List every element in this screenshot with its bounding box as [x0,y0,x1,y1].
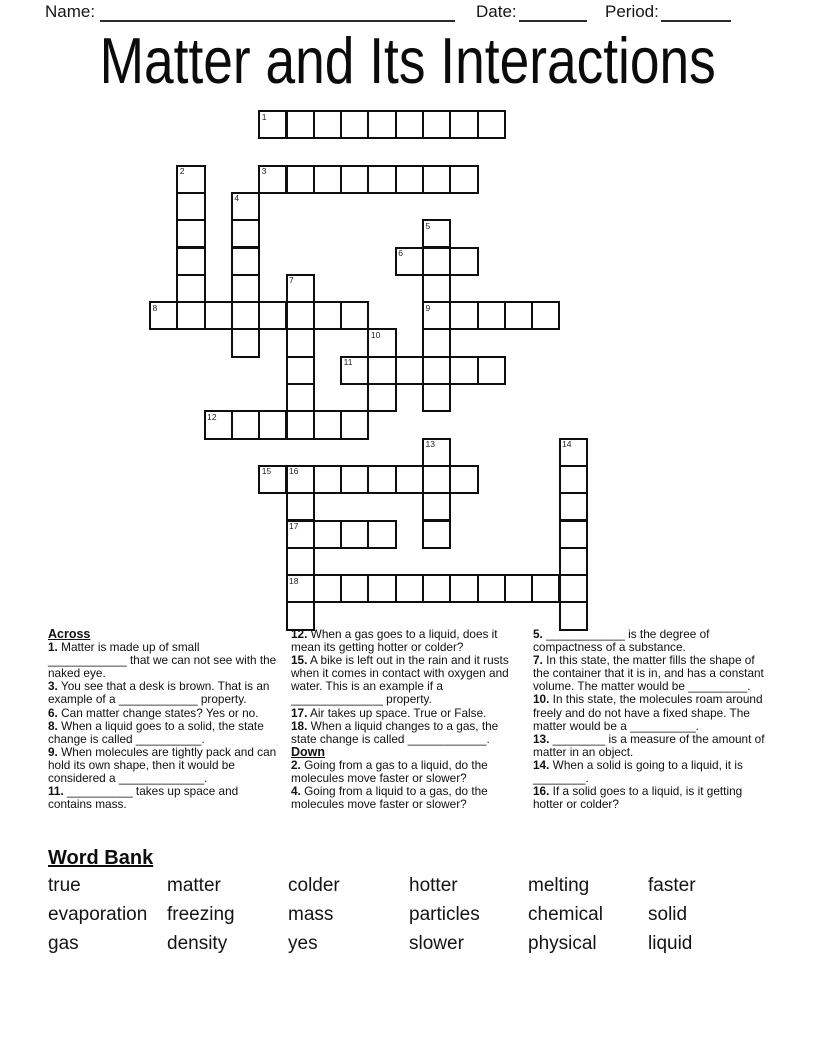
cell-number-2: 2 [179,166,185,177]
word-bank-item-hotter: hotter [409,875,458,896]
grid-cell-r3c3 [231,192,260,221]
name-blank-line [100,3,455,22]
clue-number: 6. [48,705,58,720]
grid-cell-r12c10 [422,438,451,467]
grid-cell-r17c11 [449,574,478,603]
date-label: Date: [476,2,517,21]
grid-cell-r15c5 [286,520,315,549]
grid-cell-r17c15 [559,574,588,603]
grid-cell-r9c12 [477,356,506,385]
word-bank-item-physical: physical [528,933,597,954]
grid-cell-r7c5 [286,301,315,330]
grid-cell-r6c5 [286,274,315,303]
clue-number: 11. [48,784,64,799]
grid-cell-r14c15 [559,492,588,521]
grid-cell-r9c8 [367,356,396,385]
period-label: Period: [605,2,659,21]
grid-cell-r17c10 [422,574,451,603]
clue-5: 5. ____________ is the degree of compactness of a substance. [533,627,710,655]
grid-cell-r15c8 [367,520,396,549]
word-bank-item-matter: matter [167,875,221,896]
grid-cell-r3c1 [176,192,205,221]
clue-number: 18. [291,718,308,733]
grid-cell-r7c3 [231,301,260,330]
clue-number: 12. [291,627,308,641]
clue-number: 1. [48,640,58,655]
grid-cell-r11c7 [340,410,369,439]
word-bank-item-chemical: chemical [528,904,603,925]
clue-number: 7. [533,653,543,668]
word-bank-item-true: true [48,875,81,896]
word-bank-item-evaporation: evaporation [48,904,148,925]
grid-cell-r15c10 [422,520,451,549]
clue-7: 7. In this state, the matter fills the shape of the container that it is in, and has a constant volume. The matter would be _________. [533,653,764,694]
period-blank-line [661,3,731,22]
grid-cell-r15c6 [313,520,342,549]
grid-cell-r13c8 [367,465,396,494]
grid-cell-r0c12 [477,110,506,139]
cell-number-13: 13 [425,439,435,450]
clue-number: 13. [533,731,550,746]
cell-number-1: 1 [261,111,267,122]
page-title [0,24,816,97]
grid-cell-r5c1 [176,247,205,276]
grid-cell-r7c13 [504,301,533,330]
clue-10: 10. In this state, the molecules roam around freely and do not have a fixed shape. The matter would be a __________. [533,692,763,733]
word-bank-item-melting: melting [528,875,590,896]
cell-number-8: 8 [152,302,158,313]
grid-cell-r8c10 [422,328,451,357]
grid-cell-r7c1 [176,301,205,330]
grid-cell-r11c6 [313,410,342,439]
grid-cell-r7c7 [340,301,369,330]
clue-6: 6. Can matter change states? Yes or no. [48,705,259,720]
clue-1: 1. Matter is made up of small ____________ that we can not see with the naked eye. [48,640,277,681]
grid-cell-r11c5 [286,410,315,439]
clue-12: 12. When a gas goes to a liquid, does it mean its getting hotter or colder? [291,627,498,655]
grid-cell-r7c2 [204,301,233,330]
clue-column-2 [291,628,518,811]
grid-cell-r9c10 [422,356,451,385]
grid-cell-r13c10 [422,465,451,494]
grid-cell-r7c10 [422,301,451,330]
grid-cell-r5c10 [422,247,451,276]
grid-cell-r4c3 [231,219,260,248]
cell-number-5: 5 [425,220,431,231]
clue-number: 14. [533,757,550,772]
cell-number-15: 15 [261,466,272,477]
cell-number-7: 7 [289,275,294,286]
grid-cell-r0c11 [449,110,478,139]
grid-cell-r12c15 [559,438,588,467]
cell-number-14: 14 [562,439,572,450]
grid-cell-r0c10 [422,110,451,139]
grid-cell-r2c1 [176,165,205,194]
grid-cell-r16c15 [559,547,588,576]
grid-cell-r2c5 [286,165,315,194]
grid-cell-r14c5 [286,492,315,521]
grid-cell-r14c10 [422,492,451,521]
clue-14: 14. When a solid is going to a liquid, it is ________. [533,757,743,786]
word-bank-heading: Word Bank [48,847,154,869]
grid-cell-r7c6 [313,301,342,330]
clue-number: 10. [533,692,550,707]
grid-cell-r17c12 [477,574,506,603]
grid-cell-r17c6 [313,574,342,603]
grid-cell-r2c11 [449,165,478,194]
grid-cell-r2c7 [340,165,369,194]
grid-cell-r17c13 [504,574,533,603]
grid-cell-r10c5 [286,383,315,412]
grid-cell-r13c15 [559,465,588,494]
grid-cell-r2c4 [258,165,287,194]
clue-number: 3. [48,679,58,694]
clue-3: 3. You see that a desk is brown. That is an example of a ____________ property. [48,679,270,707]
grid-cell-r9c7 [340,356,369,385]
name-label: Name: [45,2,96,21]
grid-cell-r13c5 [286,465,315,494]
grid-cell-r10c10 [422,383,451,412]
grid-cell-r8c5 [286,328,315,357]
cell-number-10: 10 [370,329,381,340]
grid-cell-r2c9 [395,165,424,194]
cell-number-6: 6 [398,248,403,258]
clue-number: 9. [48,744,58,759]
grid-cell-r7c11 [449,301,478,330]
grid-cell-r5c11 [449,247,478,276]
cell-number-18: 18 [289,575,299,586]
grid-cell-r8c3 [231,328,260,357]
grid-cell-r0c6 [313,110,342,139]
word-bank-item-density: density [167,933,228,954]
grid-cell-r7c14 [531,301,560,330]
clue-column-1 [48,628,278,811]
clue-number: 5. [533,627,543,641]
grid-cell-r7c12 [477,301,506,330]
grid-cell-r17c9 [395,574,424,603]
clue-number: 4. [291,784,301,799]
clue-15: 15. A bike is left out in the rain and it rusts when it comes in contact with oxygen and water. This is an example if a ______________ property. [291,653,509,707]
grid-cell-r13c9 [395,465,424,494]
word-bank-item-slower: slower [409,933,464,954]
clue-11: 11. __________ takes up space and contains mass. [48,784,239,812]
cell-number-4: 4 [234,193,240,204]
clue-column-3 [533,628,765,811]
date-blank-line [519,3,587,22]
cell-number-16: 16 [289,466,299,477]
grid-cell-r15c7 [340,520,369,549]
cell-number-12: 12 [207,411,217,422]
word-bank-item-gas: gas [48,933,79,954]
grid-cell-r13c6 [313,465,342,494]
clues-heading-down: Down [291,744,326,759]
grid-cell-r13c4 [258,465,287,494]
grid-cell-r5c9 [395,247,424,276]
clue-number: 15. [291,653,308,668]
word-bank-item-solid: solid [648,904,688,925]
grid-cell-r0c5 [286,110,315,139]
clue-number: 8. [48,718,58,733]
clue-8: 8. When a liquid goes to a solid, the state change is called __________. [48,718,264,746]
grid-cell-r0c7 [340,110,369,139]
grid-cell-r8c8 [367,328,396,357]
grid-cell-r9c9 [395,356,424,385]
grid-cell-r6c1 [176,274,205,303]
page-title-text: Matter and Its Interactions [99,24,717,97]
word-bank-item-freezing: freezing [167,904,235,925]
clue-18: 18. When a liquid changes to a gas, the state change is called ____________. [291,718,499,746]
grid-cell-r9c5 [286,356,315,385]
word-bank-item-liquid: liquid [648,933,693,954]
grid-cell-r11c3 [231,410,260,439]
grid-cell-r2c10 [422,165,451,194]
grid-cell-r17c7 [340,574,369,603]
word-bank-item-faster: faster [648,875,696,896]
cell-number-9: 9 [425,302,431,313]
grid-cell-r2c8 [367,165,396,194]
grid-cell-r0c4 [258,110,287,139]
grid-cell-r13c11 [449,465,478,494]
clue-number: 2. [291,757,301,772]
clue-17: 17. Air takes up space. True or False. [291,705,487,720]
grid-cell-r11c4 [258,410,287,439]
word-bank-item-colder: colder [288,875,340,896]
grid-cell-r0c9 [395,110,424,139]
clue-number: 17. [291,705,308,720]
grid-cell-r11c2 [204,410,233,439]
clue-13: 13. ________ is a measure of the amount of matter in an object. [533,731,765,759]
grid-cell-r0c8 [367,110,396,139]
grid-cell-r4c1 [176,219,205,248]
grid-cell-r17c5 [286,574,315,603]
word-bank-item-mass: mass [288,904,334,925]
clue-16: 16. If a solid goes to a liquid, is it getting hotter or colder? [533,784,743,812]
grid-cell-r15c15 [559,520,588,549]
grid-cell-r5c3 [231,247,260,276]
grid-cell-r17c8 [367,574,396,603]
grid-cell-r13c7 [340,465,369,494]
cell-number-11: 11 [343,357,353,368]
clue-4: 4. Going from a liquid to a gas, do the molecules move faster or slower? [291,784,488,812]
grid-cell-r9c11 [449,356,478,385]
grid-cell-r16c5 [286,547,315,576]
clue-number: 16. [533,784,550,799]
clue-2: 2. Going from a gas to a liquid, do the molecules move faster or slower? [291,757,488,786]
grid-cell-r7c0 [149,301,178,330]
word-bank-item-particles: particles [409,904,480,925]
grid-cell-r2c6 [313,165,342,194]
grid-cell-r10c8 [367,383,396,412]
grid-cell-r4c10 [422,219,451,248]
word-bank-item-yes: yes [288,933,318,954]
clue-9: 9. When molecules are tightly pack and can hold its own shape, then it would be considered a _____________. [48,744,277,786]
cell-number-3: 3 [261,166,267,177]
cell-number-17: 17 [289,521,299,531]
grid-cell-r6c10 [422,274,451,303]
grid-cell-r7c4 [258,301,287,330]
grid-cell-r6c3 [231,274,260,303]
grid-cell-r17c14 [531,574,560,603]
word-bank [48,848,788,968]
clues-heading-across: Across [48,627,91,641]
